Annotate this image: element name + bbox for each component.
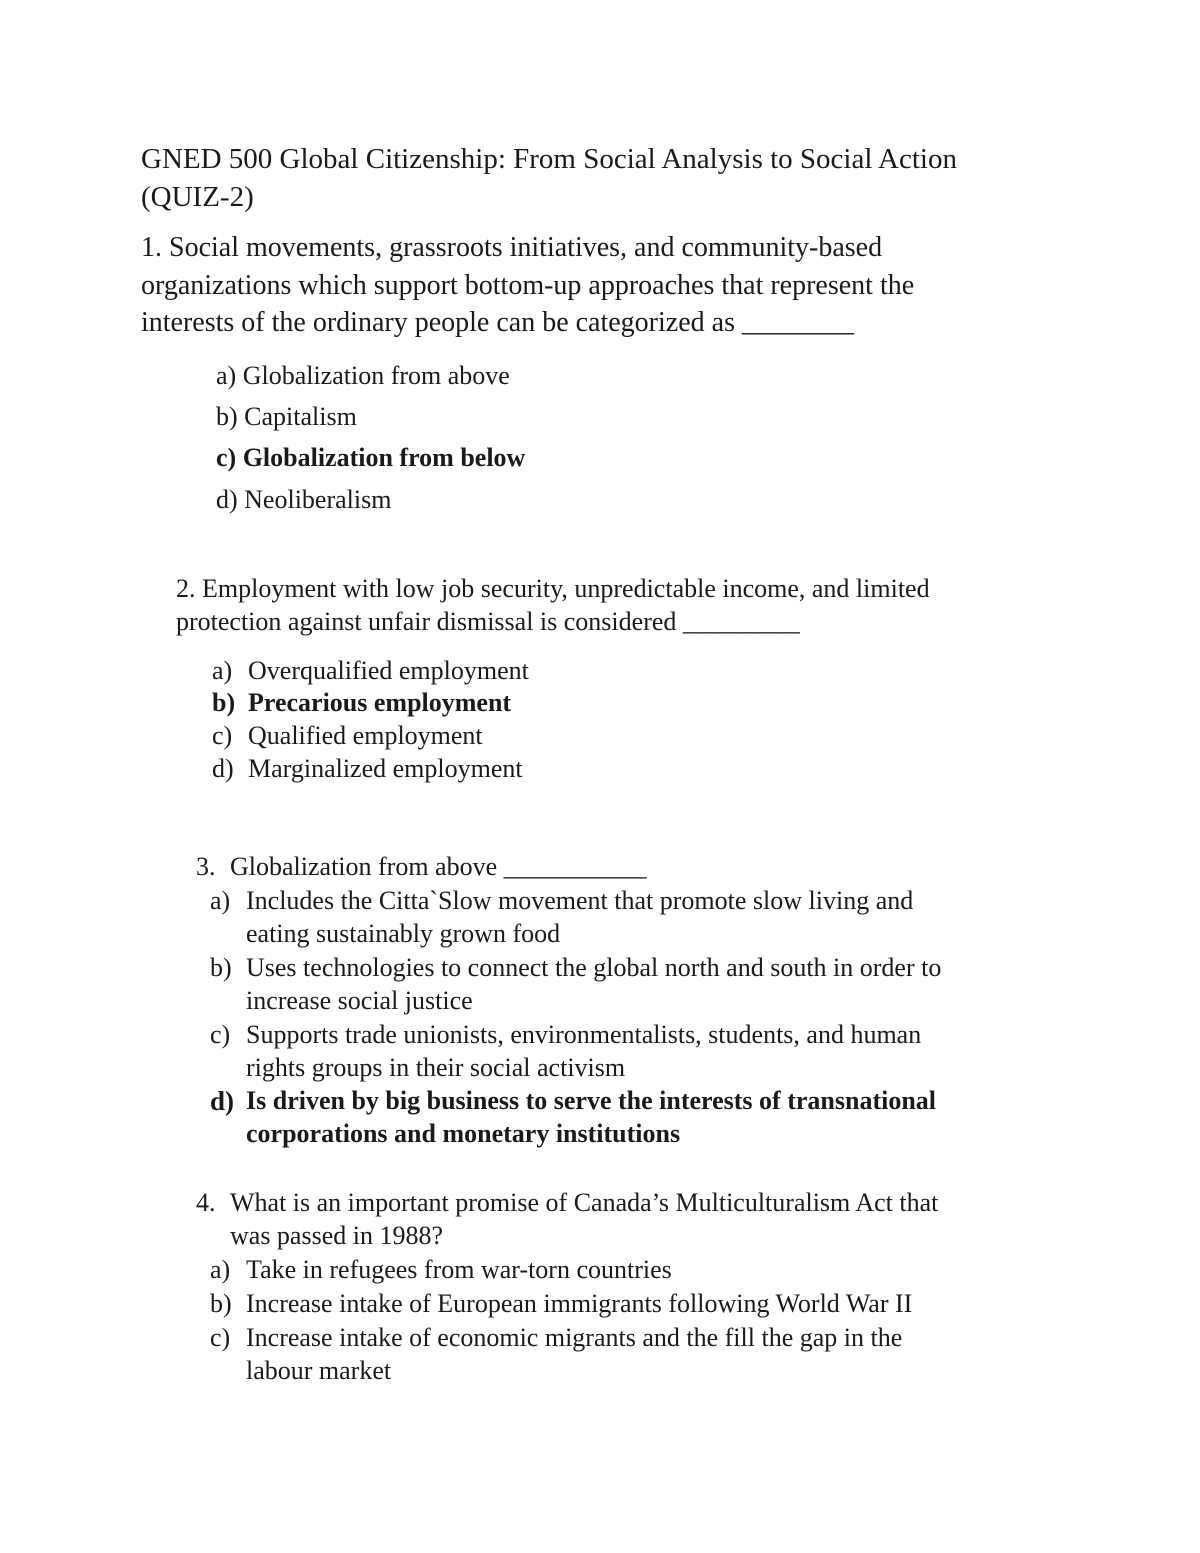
q4-option-c-line-1: Increase intake of economic migrants and the fill the gap in the xyxy=(246,1323,903,1352)
q1-text-line-1: 1. Social movements, grassroots initiatives, and community-based xyxy=(141,232,883,263)
q2-option-d xyxy=(212,754,523,784)
q1-option-d: d) Neoliberalism xyxy=(216,485,392,514)
q2-option-d-letter: d) xyxy=(212,754,234,783)
q1-option-c-answer: c) Globalization from below xyxy=(216,443,526,472)
q4-option-a-line-1: Take in refugees from war-torn countries xyxy=(246,1255,672,1284)
q3-number: 3. xyxy=(196,852,216,881)
q3-option-c-line-1: Supports trade unionists, environmentalists, students, and human xyxy=(246,1020,922,1049)
quiz-title-line-1: GNED 500 Global Citizenship: From Social Analysis to Social Action xyxy=(141,143,957,175)
q4-text-line-2: was passed in 1988? xyxy=(230,1221,444,1250)
q3-option-a-letter: a) xyxy=(210,886,231,915)
q3-option-d-answer-line-1: Is driven by big business to serve the interests of transnational xyxy=(246,1086,937,1115)
q2-option-b-text: Precarious employment xyxy=(248,688,512,717)
q3-option-d-letter: d) xyxy=(210,1086,235,1116)
q3-option-b-letter: b) xyxy=(210,953,232,982)
q2-text-line-2: protection against unfair dismissal is considered _________ xyxy=(176,607,800,636)
q1-option-b: b) Capitalism xyxy=(216,402,357,431)
q2-option-b-answer xyxy=(212,688,511,718)
q2-option-d-text: Marginalized employment xyxy=(248,754,523,783)
q3-option-c-letter: c) xyxy=(210,1020,231,1049)
q3-text: Globalization from above ___________ xyxy=(230,852,647,881)
q2-option-c-text: Qualified employment xyxy=(248,721,483,750)
q2-option-b-letter: b) xyxy=(212,688,236,717)
q4-text-line-1: What is an important promise of Canada’s Multiculturalism Act that xyxy=(230,1188,939,1217)
q1-option-a: a) Globalization from above xyxy=(216,361,510,390)
q4-option-b-letter: b) xyxy=(210,1289,232,1318)
q3-option-c-line-2: rights groups in their social activism xyxy=(246,1053,626,1082)
q2-option-a-text: Overqualified employment xyxy=(248,656,529,685)
quiz-title-line-2: (QUIZ-2) xyxy=(141,181,254,213)
q2-option-c-letter: c) xyxy=(212,721,233,750)
q2-option-a-letter: a) xyxy=(212,656,233,685)
q1-text-line-3: interests of the ordinary people can be categorized as ________ xyxy=(141,307,854,338)
q3-option-a-line-2: eating sustainably grown food xyxy=(246,919,561,948)
q3-option-d-answer-line-2: corporations and monetary institutions xyxy=(246,1119,681,1148)
q4-option-c-line-2: labour market xyxy=(246,1356,392,1385)
q2-option-a xyxy=(212,656,529,686)
q4-option-a-letter: a) xyxy=(210,1255,231,1284)
q4-number: 4. xyxy=(196,1188,216,1217)
q4-option-c-letter: c) xyxy=(210,1323,231,1352)
q1-text-line-2: organizations which support bottom-up approaches that represent the xyxy=(141,270,915,301)
q3-option-a-line-1: Includes the Citta`Slow movement that promote slow living and xyxy=(246,886,914,915)
q3-option-b-line-1: Uses technologies to connect the global north and south in order to xyxy=(246,953,942,982)
q2-text-line-1: 2. Employment with low job security, unpredictable income, and limited xyxy=(176,574,930,603)
q3-option-b-line-2: increase social justice xyxy=(246,986,473,1015)
q4-option-b-line-1: Increase intake of European immigrants following World War II xyxy=(246,1289,913,1318)
q2-option-c xyxy=(212,721,483,751)
